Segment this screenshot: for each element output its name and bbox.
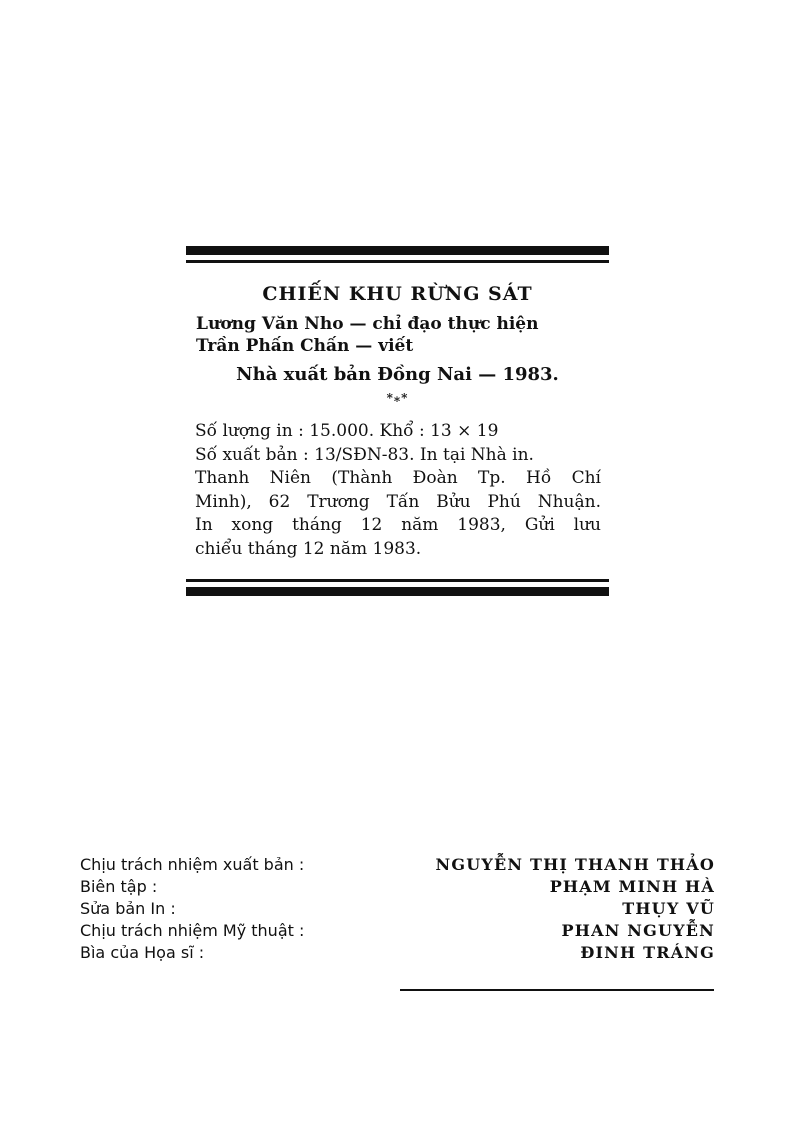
credit-name: ĐINH TRÁNG [580,943,715,962]
print-details-line: Thanh Niên (Thành Đoàn Tp. Hồ Chí [195,468,601,488]
print-details-line: Số lượng in : 15.000. Khổ : 13 × 19 [195,421,499,441]
print-details-line: Số xuất bản : 13/SĐN-83. In tại Nhà in. [195,444,534,465]
credits-bottom-rule [400,989,714,991]
asterism-separator: *⁎* [386,391,409,405]
bottom-thick-rule [186,587,609,596]
bottom-thin-rule [186,579,609,582]
credit-name: PHẠM MINH HÀ [549,877,715,896]
credit-name: THỤY VŨ [622,899,715,918]
credit-role: Chịu trách nhiệm xuất bản : [80,855,305,874]
credit-name: NGUYỄN THỊ THANH THẢO [435,855,715,874]
author-line-writer: Trần Phấn Chấn — viết [196,336,414,356]
credit-role: Chịu trách nhiệm Mỹ thuật : [80,921,305,940]
author-line-director: Lương Văn Nho — chỉ đạo thực hiện [196,314,539,334]
credit-row-cover-artist [80,943,715,965]
publisher-line: Nhà xuất bản Đồng Nai — 1983. [236,364,559,385]
print-details-line: Minh), 62 Trương Tấn Bửu Phú Nhuận. [195,491,601,512]
credit-row-proofreader [80,899,715,921]
print-details-line: chiểu tháng 12 năm 1983. [195,538,422,559]
print-details [195,420,601,561]
credit-role: Biên tập : [80,877,158,896]
credit-role: Bìa của Họa sĩ : [80,943,205,962]
top-thick-rule [186,246,609,255]
top-thin-rule [186,260,609,263]
credit-row-publisher-responsible [80,855,715,877]
credit-role: Sửa bản In : [80,899,176,918]
print-details-line: In xong tháng 12 năm 1983, Gửi lưu [195,515,601,535]
credit-name: PHAN NGUYỄN [561,921,715,940]
credit-row-editor [80,877,715,899]
credit-row-art-director [80,921,715,943]
credits-list [80,855,715,965]
book-title: CHIẾN KHU RỪNG SÁT [262,283,533,305]
